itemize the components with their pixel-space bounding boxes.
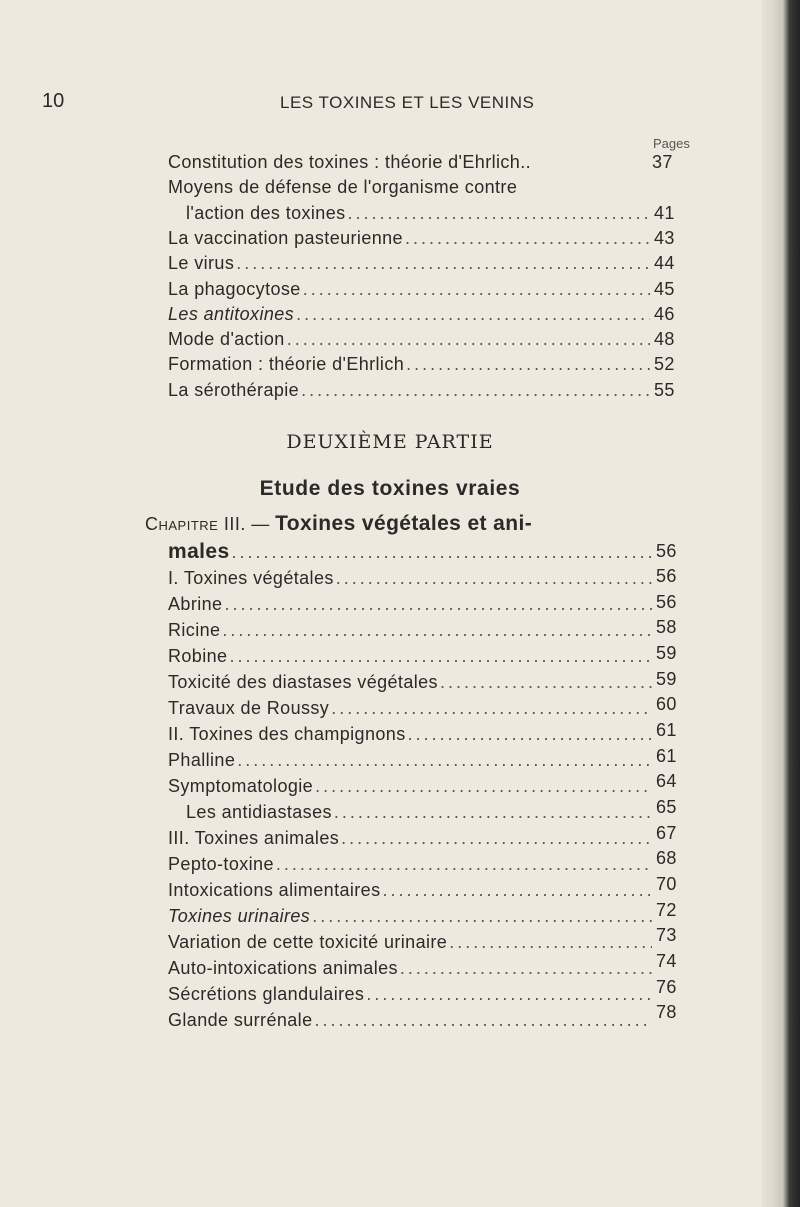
- toc-entry-title: Variation de cette toxicité urinaire: [168, 932, 448, 952]
- toc-entry-title: La vaccination pasteurienne: [168, 228, 403, 248]
- toc-entry-title: l'action des toxines: [186, 203, 346, 223]
- toc-entry-title: Robine: [168, 646, 228, 666]
- dot-leader: [296, 302, 650, 326]
- chapter-title: Toxines végétales et ani-: [275, 512, 533, 535]
- toc-entry: [168, 277, 656, 301]
- toc-entry-page: 46: [654, 304, 675, 324]
- toc-entry-title: Glande surrénale: [168, 1010, 313, 1030]
- pages-column-label: Pages: [653, 136, 690, 151]
- toc-entry-page: 56: [656, 541, 677, 561]
- dot-leader: [287, 327, 650, 351]
- toc-entry: [168, 670, 658, 694]
- toc-entry-page: 41: [654, 203, 675, 223]
- toc-entry: [168, 327, 656, 351]
- toc-entry-page: 59: [656, 643, 677, 663]
- toc-entry-page: 67: [656, 823, 677, 843]
- toc-entry-title: III. Toxines animales: [168, 828, 340, 848]
- toc-entry: [168, 251, 656, 275]
- toc-entry-title: Pepto-toxine: [168, 854, 274, 874]
- section-subtitle: Etude des toxines vraies: [259, 477, 521, 500]
- dot-leader: [348, 201, 650, 225]
- dot-leader: [276, 852, 652, 876]
- dot-leader: [405, 226, 650, 250]
- toc-entry-page: 65: [656, 797, 677, 817]
- toc-entry-page: 78: [656, 1002, 677, 1022]
- toc-entry-title: Toxines urinaires: [168, 906, 311, 926]
- toc-entry-page: 76: [656, 977, 677, 997]
- dot-leader: [406, 352, 650, 376]
- toc-entry-title: Ricine: [168, 620, 221, 640]
- toc-entry-title: Les antidiastases: [186, 802, 332, 822]
- toc-entry-title: Phalline: [168, 750, 236, 770]
- toc-entry-title: Mode d'action: [168, 329, 285, 349]
- toc-entry: [168, 748, 658, 772]
- toc-entry-page: 44: [654, 253, 675, 273]
- running-head: LES TOXINES ET LES VENINS: [280, 93, 535, 112]
- dot-leader: [315, 1008, 653, 1032]
- toc-entry: [168, 302, 656, 326]
- toc-entry: [168, 378, 656, 402]
- dot-leader: [236, 251, 650, 275]
- toc-entry: [168, 878, 658, 902]
- toc-entry-page: 74: [656, 951, 677, 971]
- dot-leader: [334, 800, 652, 824]
- dot-leader: [400, 956, 652, 980]
- toc-entry: [168, 618, 658, 642]
- toc-entry: [168, 175, 517, 199]
- chapter-label: Chapitre III.: [145, 514, 246, 534]
- toc-entry-title: Intoxications alimentaires: [168, 880, 381, 900]
- toc-entry-page: 70: [656, 874, 677, 894]
- chapter-dash: —: [251, 514, 270, 534]
- toc-entry: [168, 592, 658, 616]
- toc-entry-title: Sécrétions glandulaires: [168, 984, 365, 1004]
- toc-entry: [168, 644, 658, 668]
- toc-entry-title: Toxicité des diastases végétales: [168, 672, 438, 692]
- toc-entry-title: Le virus: [168, 253, 235, 273]
- toc-entry-title: I. Toxines végétales: [168, 568, 334, 588]
- toc-entry: [186, 201, 656, 225]
- toc-entry-title: Symptomatologie: [168, 776, 314, 796]
- toc-entry-page: 52: [654, 354, 675, 374]
- dot-leader: [312, 904, 652, 928]
- section-heading: DEUXIÈME PARTIE: [286, 431, 494, 453]
- toc-entry-page: 45: [654, 279, 675, 299]
- toc-entry: [168, 930, 658, 954]
- dot-leader: [449, 930, 652, 954]
- toc-entry: [168, 722, 658, 746]
- toc-entry-title: La sérothérapie: [168, 380, 300, 400]
- page-edge-shadow: [762, 0, 800, 1207]
- toc-entry-title: Les antitoxines: [168, 304, 295, 324]
- toc-entry: [168, 226, 656, 250]
- toc-entry: [168, 566, 658, 590]
- toc-entry: [168, 956, 658, 980]
- toc-entry-page: 60: [656, 694, 677, 714]
- toc-entry: [168, 982, 658, 1006]
- dot-leader: [232, 540, 652, 564]
- toc-entry-page: 73: [656, 925, 677, 945]
- toc-entry-page: 55: [654, 380, 675, 400]
- toc-entry: [168, 904, 658, 928]
- page-number: 10: [42, 90, 65, 112]
- toc-entry-title: Moyens de défense de l'organisme contre: [168, 177, 518, 197]
- toc-entry-title: Abrine: [168, 594, 223, 614]
- dot-leader: [224, 592, 652, 616]
- toc-entry-title: II. Toxines des champignons: [168, 724, 406, 744]
- toc-entry-page: 58: [656, 617, 677, 637]
- toc-entry-page: 72: [656, 900, 677, 920]
- toc-entry-title: males: [168, 540, 230, 563]
- toc-entry-page: 68: [656, 848, 677, 868]
- dot-leader: [331, 696, 652, 720]
- dot-leader: [440, 670, 652, 694]
- toc-entry-title: Constitution des toxines : théorie d'Ehrlich..: [168, 152, 532, 172]
- toc-entry-page: 56: [656, 592, 677, 612]
- toc-entry: [168, 150, 531, 174]
- toc-entry-title: Travaux de Roussy: [168, 698, 330, 718]
- toc-entry-page: 48: [654, 329, 675, 349]
- toc-entry: [168, 540, 658, 564]
- toc-entry: [168, 696, 658, 720]
- toc-entry: [168, 1008, 658, 1032]
- dot-leader: [229, 644, 652, 668]
- dot-leader: [341, 826, 652, 850]
- toc-entry-title: La phagocytose: [168, 279, 301, 299]
- toc-entry-title: Auto-intoxications animales: [168, 958, 398, 978]
- toc-entry-page: 56: [656, 566, 677, 586]
- dot-leader: [383, 878, 653, 902]
- dot-leader: [315, 774, 652, 798]
- dot-leader: [366, 982, 652, 1006]
- toc-entry-page: 37: [652, 152, 673, 172]
- toc-entry-page: 64: [656, 771, 677, 791]
- dot-leader: [303, 277, 650, 301]
- dot-leader: [408, 722, 652, 746]
- toc-entry: [186, 800, 658, 824]
- toc-entry: [168, 852, 658, 876]
- toc-entry: [168, 826, 658, 850]
- toc-entry-title: Formation : théorie d'Ehrlich: [168, 354, 405, 374]
- dot-leader: [336, 566, 652, 590]
- toc-entry: [168, 774, 658, 798]
- toc-entry-page: 43: [654, 228, 675, 248]
- dot-leader: [237, 748, 652, 772]
- toc-entry: [168, 352, 656, 376]
- dot-leader: [222, 618, 652, 642]
- dot-leader: [301, 378, 650, 402]
- toc-entry-page: 59: [656, 669, 677, 689]
- chapter-line: [145, 510, 532, 538]
- toc-entry-page: 61: [656, 746, 677, 766]
- toc-entry-page: 61: [656, 720, 677, 740]
